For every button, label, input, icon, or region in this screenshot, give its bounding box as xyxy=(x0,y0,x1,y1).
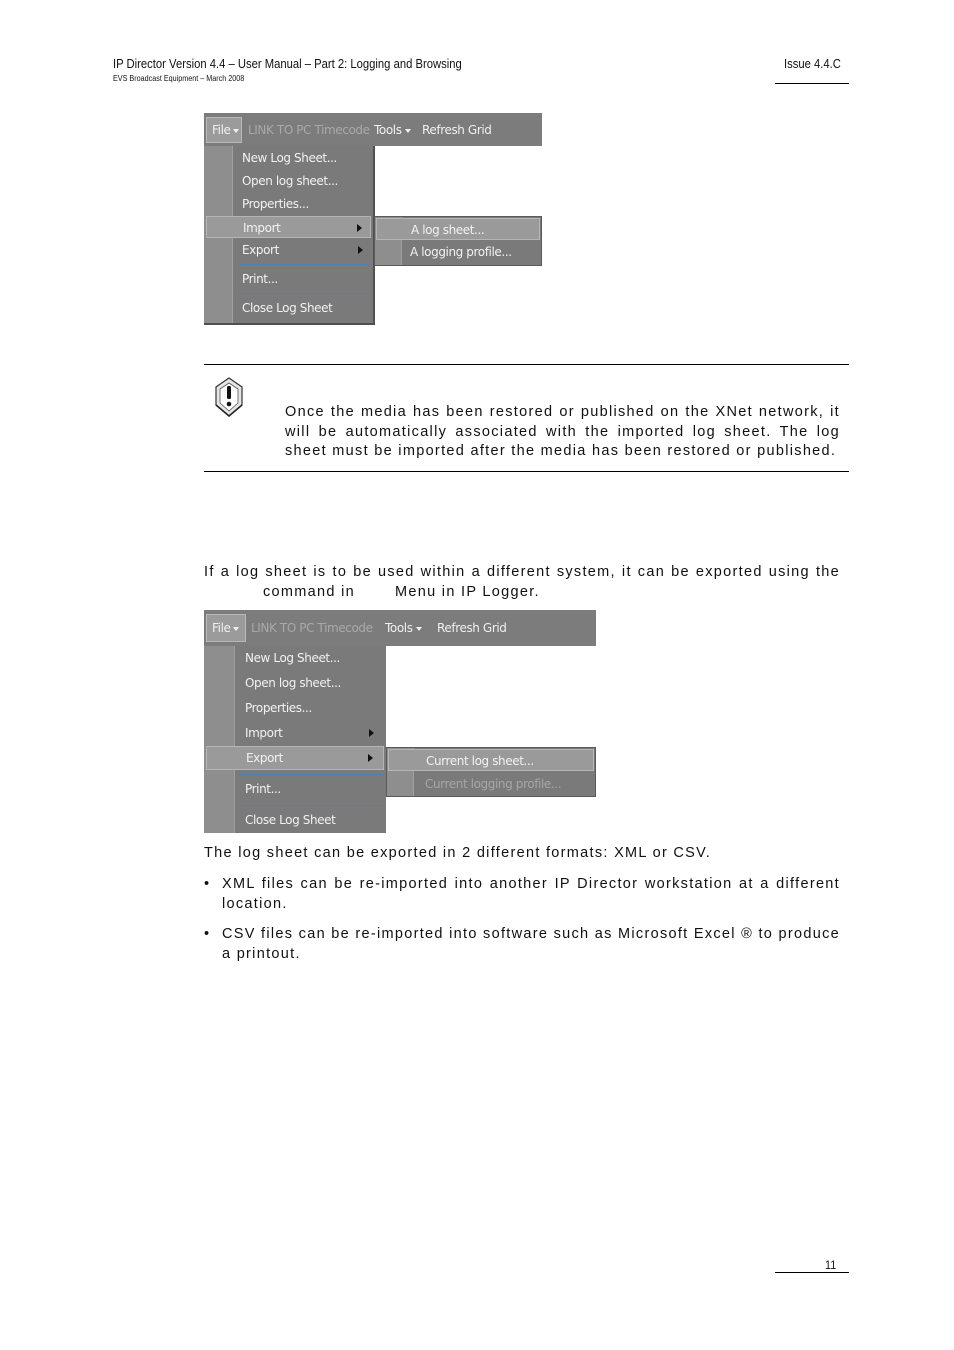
file-menu xyxy=(204,146,375,325)
page-number: 11 xyxy=(825,1258,837,1272)
menubar-tools[interactable]: Tools xyxy=(385,621,422,635)
submenu-arrow-icon xyxy=(357,224,362,232)
menu-item-close-log-sheet[interactable]: Close Log Sheet xyxy=(242,301,333,315)
header-subtitle: EVS Broadcast Equipment – March 2008 xyxy=(113,74,245,83)
menu-separator xyxy=(238,293,370,294)
menu-item-properties[interactable]: Properties... xyxy=(242,197,309,211)
formats-text: The log sheet can be exported in 2 different formats: XML or CSV. xyxy=(204,845,712,861)
file-menu xyxy=(204,646,386,833)
menu-item-export[interactable]: Export xyxy=(206,746,384,770)
submenu-arrow-icon xyxy=(369,729,374,737)
menubar-file[interactable]: File xyxy=(206,117,242,143)
menu-item-properties[interactable]: Properties... xyxy=(245,701,312,715)
menu-item-import[interactable]: Import xyxy=(206,216,371,238)
header-issue: Issue 4.4.C xyxy=(784,57,841,71)
menu-item-import[interactable]: Import xyxy=(204,722,386,744)
submenu-item-current-logging-profile[interactable]: Current logging profile... xyxy=(425,777,562,791)
submenu-arrow-icon xyxy=(368,754,373,762)
menubar-file[interactable]: File xyxy=(206,614,246,642)
menubar-refresh-grid[interactable]: Refresh Grid xyxy=(422,123,492,137)
submenu-arrow-icon xyxy=(358,246,363,254)
menu-separator xyxy=(240,805,382,806)
menu-item-open-log-sheet[interactable]: Open log sheet... xyxy=(245,676,341,690)
menu-item-print[interactable]: Print... xyxy=(245,782,281,796)
export-menu-screenshot xyxy=(204,610,596,833)
submenu-item-log-sheet[interactable]: A log sheet... xyxy=(376,218,540,240)
header-rule xyxy=(775,83,849,84)
bullet-icon: • xyxy=(204,926,211,942)
export-submenu xyxy=(386,747,596,797)
footer-rule xyxy=(775,1272,849,1273)
menu-item-new-log-sheet[interactable]: New Log Sheet... xyxy=(242,151,337,165)
menubar xyxy=(204,610,596,646)
import-menu-screenshot xyxy=(204,113,542,325)
menu-item-open-log-sheet[interactable]: Open log sheet... xyxy=(242,174,338,188)
menu-item-print[interactable]: Print... xyxy=(242,272,278,286)
dropdown-arrow-icon xyxy=(233,627,239,631)
list-item: • CSV files can be re-imported into software such as Microsoft Excel ® to produce a printout. xyxy=(204,926,840,962)
submenu-item-logging-profile[interactable]: A logging profile... xyxy=(410,245,512,259)
menubar-link-timecode[interactable]: LINK TO PC Timecode xyxy=(248,123,370,137)
submenu-item-current-log-sheet[interactable]: Current log sheet... xyxy=(388,749,594,771)
note-bottom-rule xyxy=(204,471,849,472)
menu-item-new-log-sheet[interactable]: New Log Sheet... xyxy=(245,651,340,665)
header-title: IP Director Version 4.4 – User Manual – Part 2: Logging and Browsing xyxy=(113,57,462,71)
menu-item-close-log-sheet[interactable]: Close Log Sheet xyxy=(245,813,336,827)
bullet-icon: • xyxy=(204,876,211,892)
export-intro-line2b: Menu in IP Logger. xyxy=(395,584,540,600)
menubar xyxy=(204,113,542,146)
import-submenu xyxy=(374,216,542,266)
list-item: • XML files can be re-imported into another IP Director workstation at a different location. xyxy=(204,876,840,912)
export-intro-line2a: command in xyxy=(263,584,355,600)
menu-item-export[interactable]: Export xyxy=(204,239,373,261)
dropdown-arrow-icon xyxy=(405,129,411,133)
menubar-link-timecode[interactable]: LINK TO PC Timecode xyxy=(251,621,373,635)
warning-note-icon xyxy=(213,375,245,419)
dropdown-arrow-icon xyxy=(416,627,422,631)
menubar-tools[interactable]: Tools xyxy=(374,123,411,137)
note-text: Once the media has been restored or published on the XNet network, it will be automatically associated with the imported log sheet. The log sheet must be imported after the media has been restored or published. xyxy=(285,404,840,459)
menu-separator xyxy=(238,264,370,265)
dropdown-arrow-icon xyxy=(233,129,239,133)
menu-separator xyxy=(240,774,382,775)
menubar-refresh-grid[interactable]: Refresh Grid xyxy=(437,621,507,635)
note-top-rule xyxy=(204,364,849,365)
export-intro-line1: If a log sheet is to be used within a different system, it can be exported using the xyxy=(204,564,840,580)
